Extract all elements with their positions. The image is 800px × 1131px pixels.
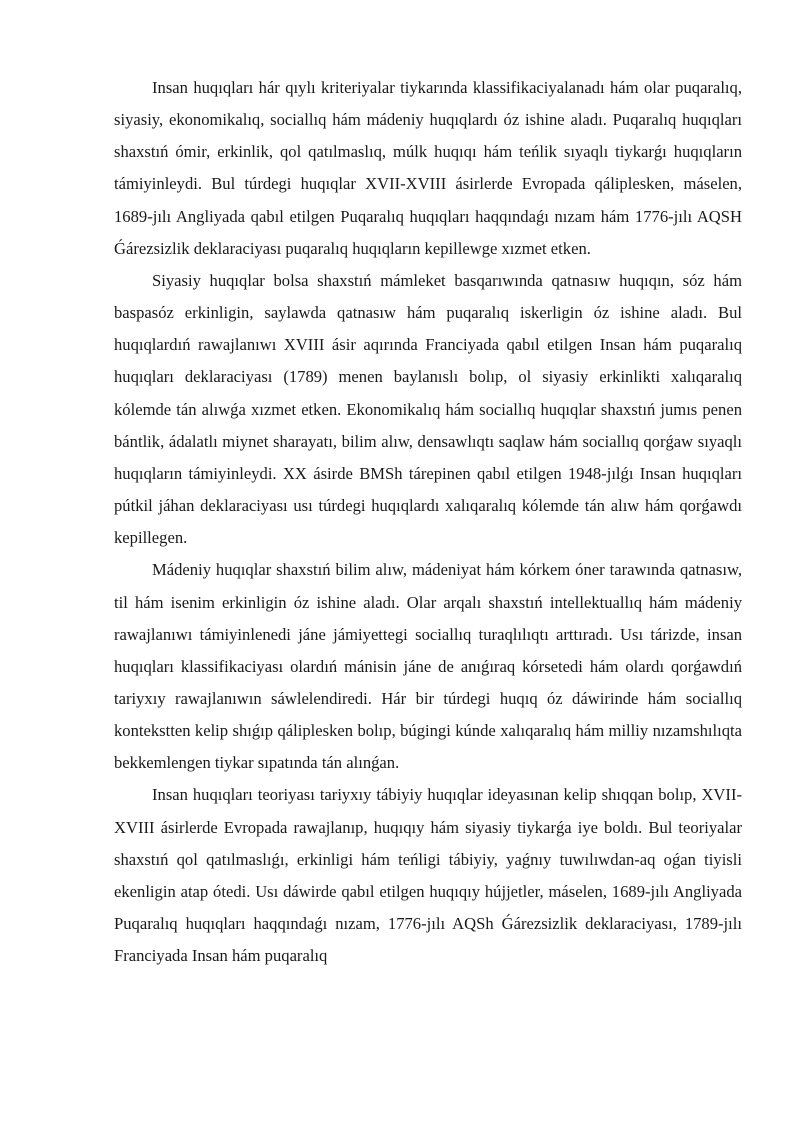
document-page [114,72,742,972]
paragraph-cultural-rights: Mádeniy huqıqlar shaxstıń bilim alıw, mádeniyat hám kórkem óner tarawında qatnasıw, til hám isenim erkinligin óz ishine aladı. Olar arqalı shaxstıń intellektuallıq hám mádeniy rawajlanıwı támiyinlenedi jáne jámiyettegi sociallıq turaqlılıqtı arttıradı. Usı tárizde, insan huqıqları klassifikaciyası olardıń mánisin jáne de anıǵıraq kórsetedi hám olardı qorǵawdıń tariyxıy rawajlanıwın sáwlelendiredi. Hár bir túrdegi huqıq óz dáwirinde hám sociallıq kontekstten kelip shıǵıp qáliplesken bolıp, búgingi kúnde xalıqaralıq hám milliy nızamshılıqta bekkemlengen tiykar sıpatında tán alınǵan. [114,560,742,773]
paragraph-human-rights-theory: Insan huqıqları teoriyası tariyxıy tábiyiy huqıqlar ideyasınan kelip shıqqan bolıp, XVII-XVIII ásirlerde Evropada rawajlanıp, huqıqıy hám siyasiy tiykarǵa iye boldı. Bul teoriyalar shaxstıń qol qatılmaslıǵı, erkinligi hám teńligi tábiyiy, yaǵnıy tuwılıwdan-aq oǵan tiyisli ekenligin atap ótedi. Usı dáwirde qabıl etilgen huqıqıy hújjetler, máselen, 1689-jılı Angliyada Puqaralıq huqıqları haqqındaǵı nızam, 1776-jılı AQSh Ǵárezsizlik deklaraciyası, 1789-jılı Franciyada Insan hám puqaralıq [114,785,742,966]
paragraph-political-rights: Siyasiy huqıqlar bolsa shaxstıń mámleket basqarıwında qatnasıw huqıqın, sóz hám baspasóz erkinligin, saylawda qatnasıw hám puqaralıq iskerligin óz ishine aladı. Bul huqıqlardıń rawajlanıwı XVIII ásir aqırında Franciyada qabıl etilgen Insan hám puqaralıq huqıqları deklaraciyası (1789) menen baylanıslı bolıp, ol siyasiy erkinlikti xalıqaralıq kólemde tán alıwǵa xızmet etken. Ekonomikalıq hám sociallıq huqıqlar shaxstıń jumıs penen bántlik, ádalatlı miynet sharayatı, bilim alıw, densawlıqtı saqlaw hám sociallıq qorǵaw sıyaqlı huqıqların támiyinleydi. XX ásirde BMSh tárepinen qabıl etilgen 1948-jılǵı Insan huqıqları pútkil jáhan deklaraciyası usı túrdegi huqıqlardı xalıqaralıq kólemde tán alıw hám qorǵawdı kepillegen. [114,270,742,548]
paragraph-classification: Insan huqıqları hár qıylı kriteriyalar tiykarında klassifikaciyalanadı hám olar puqaralıq, siyasiy, ekonomikalıq, sociallıq hám mádeniy huqıqlardı óz ishine aladı. Puqaralıq huqıqları shaxstıń ómir, erkinlik, qol qatılmaslıq, múlk huqıqı hám teńlik sıyaqlı tiykarǵı huqıqların támiyinleydi. Bul túrdegi huqıqlar XVII-XVIII ásirlerde Evropada qáliplesken, máselen, 1689-jılı Angliyada qabıl etilgen Puqaralıq huqıqları haqqındaǵı nızam hám 1776-jılı AQSH Ǵárezsizlik deklaraciyası puqaralıq huqıqların kepillewge xızmet etken. [114,78,742,258]
